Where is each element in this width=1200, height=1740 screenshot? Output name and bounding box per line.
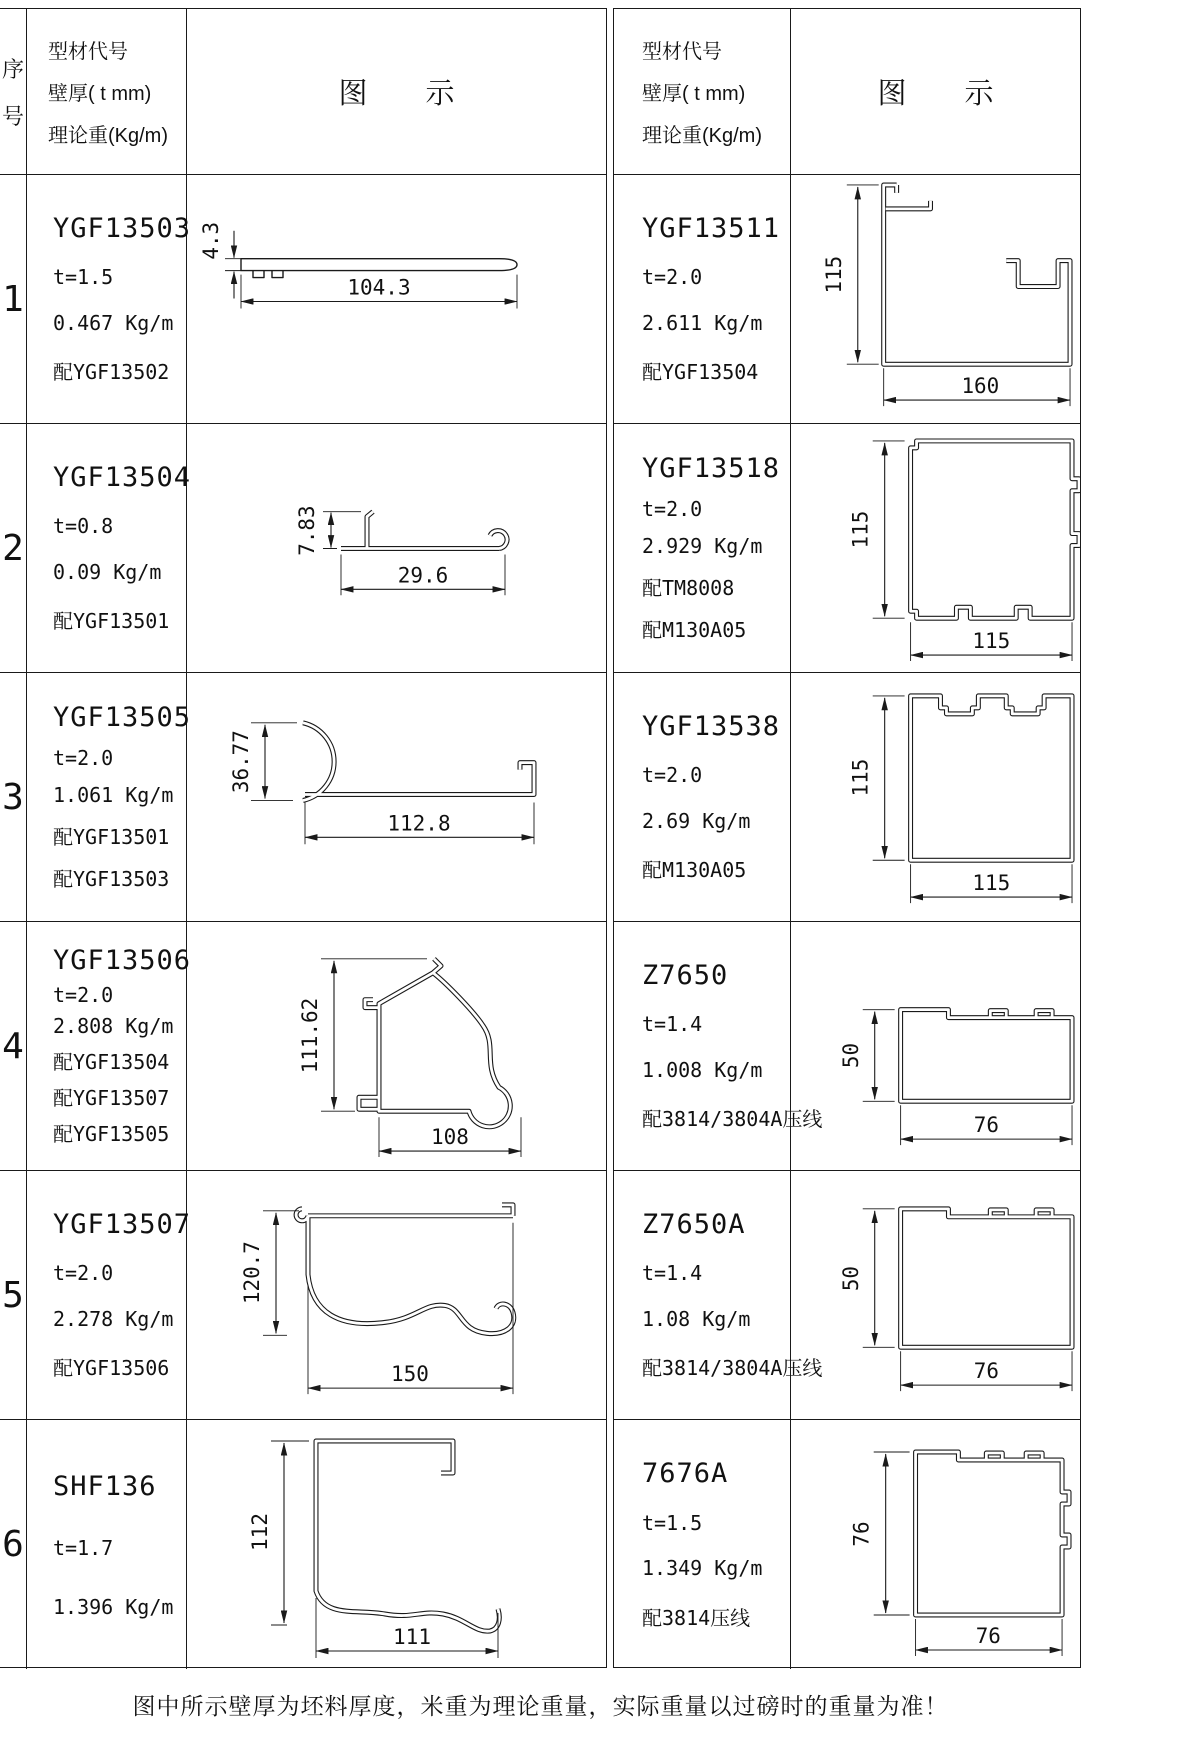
profile-code: YGF13503 xyxy=(53,212,192,244)
dim-width-text: 115 xyxy=(972,871,1011,896)
match-profile: 配YGF13507 xyxy=(53,1085,170,1110)
diagram-header: 图 示 xyxy=(877,78,994,110)
extension-lines xyxy=(873,441,1072,661)
profile-diagram xyxy=(791,175,1080,423)
dim-height-text: 7.83 xyxy=(294,505,320,556)
spec-header-line: 型材代号 xyxy=(48,41,128,63)
profile-code: SHF136 xyxy=(53,1470,157,1502)
weight-value: 1.08 Kg/m xyxy=(642,1306,751,1331)
row-number: 1 xyxy=(0,175,27,423)
footer-note: 图中所示壁厚为坯料厚度，米重为理论重量，实际重量以过磅时的重量为准！ xyxy=(132,1693,949,1719)
profile-drawing xyxy=(791,424,1080,672)
weight-value: 2.278 Kg/m xyxy=(53,1306,174,1331)
dim-width-text: 108 xyxy=(431,1125,469,1150)
profile-outline xyxy=(911,441,1079,618)
profile-diagram xyxy=(791,1420,1080,1669)
thickness-value: t=1.7 xyxy=(53,1536,114,1560)
profile-drawing xyxy=(187,673,606,921)
diagram-header: 图 示 xyxy=(338,78,455,110)
weight-value: 2.929 Kg/m xyxy=(642,534,763,559)
weight-value: 1.396 Kg/m xyxy=(53,1594,174,1619)
profile-diagram xyxy=(187,1420,606,1669)
extension-lines xyxy=(271,1441,498,1658)
spec-header-line: 理论重(Kg/m) xyxy=(48,125,168,147)
table-row xyxy=(0,922,606,1171)
dim-height-text: 50 xyxy=(838,1042,863,1069)
dim-width-text: 150 xyxy=(391,1362,429,1387)
spec-header xyxy=(614,9,791,174)
weight-value: 2.808 Kg/m xyxy=(53,1014,174,1039)
profile-drawing xyxy=(187,922,606,1170)
dim-height-text: 4.3 xyxy=(198,221,224,260)
match-profile: 配YGF13506 xyxy=(53,1356,170,1381)
profile-code: YGF13538 xyxy=(642,710,781,742)
profile-code: Z7650 xyxy=(642,959,729,991)
profile-diagram xyxy=(187,424,606,672)
profile-diagram xyxy=(791,1171,1080,1419)
profile-diagram xyxy=(187,922,606,1170)
profile-drawing xyxy=(791,175,1080,423)
profile-code: YGF13518 xyxy=(642,453,781,485)
weight-value: 0.467 Kg/m xyxy=(53,310,174,335)
profile-drawing xyxy=(187,424,606,672)
profile-diagram xyxy=(187,1171,606,1419)
extension-lines xyxy=(863,1209,1072,1391)
dim-width-text: 111 xyxy=(393,1625,431,1649)
match-profile: 配M130A05 xyxy=(642,858,747,883)
thickness-value: t=2.0 xyxy=(53,983,114,1008)
thickness-value: t=2.0 xyxy=(53,746,114,771)
profile-info xyxy=(27,1420,187,1669)
dim-width-text: 104.3 xyxy=(347,275,411,300)
profile-info xyxy=(27,424,192,672)
thickness-value: t=1.5 xyxy=(642,1510,703,1535)
profile-drawing xyxy=(187,1171,606,1419)
table-row xyxy=(614,1420,1080,1669)
row-number: 3 xyxy=(0,673,27,921)
match-profile: 配3814/3804A压线 xyxy=(642,1107,823,1132)
extension-lines xyxy=(863,1010,1072,1145)
profile-drawing xyxy=(187,175,606,423)
serial-header-char: 序 xyxy=(1,56,24,82)
weight-value: 1.008 Kg/m xyxy=(642,1057,763,1082)
row-number: 4 xyxy=(0,922,27,1170)
dim-height-text: 50 xyxy=(838,1265,863,1292)
profile-info xyxy=(614,673,791,921)
table-row xyxy=(0,424,606,673)
weight-value: 1.349 Kg/m xyxy=(642,1556,763,1581)
profile-code: Z7650A xyxy=(642,1208,746,1240)
profile-code: 7676A xyxy=(642,1457,729,1489)
match-profile: 配YGF13504 xyxy=(53,1049,170,1074)
match-profile: 配YGF13501 xyxy=(53,609,170,634)
profile-drawing xyxy=(791,673,1080,921)
profile-code: YGF13507 xyxy=(53,1208,192,1240)
dim-width-text: 112.8 xyxy=(387,811,451,836)
dim-width-text: 76 xyxy=(973,1113,999,1138)
profile-info xyxy=(614,424,791,672)
profile-info xyxy=(614,1171,823,1419)
table-row xyxy=(614,1171,1080,1420)
profile-outline xyxy=(316,1441,499,1631)
dim-height-text: 76 xyxy=(849,1521,874,1547)
table-header xyxy=(0,9,606,175)
profile-outline xyxy=(911,696,1072,860)
profile-table-right xyxy=(613,8,1081,1668)
profile-outline xyxy=(901,1010,1072,1102)
profile-info xyxy=(27,175,192,423)
match-profile: 配M130A05 xyxy=(642,617,747,642)
dim-height-text: 120.7 xyxy=(239,1241,265,1305)
row-number: 6 xyxy=(0,1420,27,1669)
match-profile: 配YGF13502 xyxy=(53,360,170,385)
table-row xyxy=(0,673,606,922)
match-profile: 配3814/3804A压线 xyxy=(642,1356,823,1381)
table-row xyxy=(0,175,606,424)
table-row xyxy=(614,673,1080,922)
extension-lines xyxy=(874,1452,1062,1656)
profile-outline xyxy=(901,1209,1072,1347)
profile-outline xyxy=(916,1452,1069,1615)
profile-outline xyxy=(884,185,1070,364)
dim-height-text: 115 xyxy=(848,758,873,797)
dim-width-text: 29.6 xyxy=(397,563,449,588)
dim-height-text: 36.77 xyxy=(228,730,254,794)
dim-height-text: 111.62 xyxy=(297,997,323,1074)
thickness-value: t=2.0 xyxy=(642,497,703,522)
profile-info xyxy=(614,922,823,1170)
profile-outline xyxy=(359,959,510,1127)
profile-drawing xyxy=(791,922,1080,1170)
profile-drawing xyxy=(791,1171,1080,1419)
profile-code: YGF13506 xyxy=(53,945,192,977)
dim-width-text: 76 xyxy=(973,1359,999,1384)
profile-diagram xyxy=(187,673,606,921)
table-row xyxy=(614,922,1080,1171)
profile-code: YGF13504 xyxy=(53,461,192,493)
row-number: 2 xyxy=(0,424,27,672)
profile-info xyxy=(27,1171,192,1419)
profile-info xyxy=(27,673,192,921)
thickness-value: t=2.0 xyxy=(642,265,703,290)
dim-width-text: 76 xyxy=(975,1623,1001,1649)
profile-outline xyxy=(303,723,534,801)
profile-diagram xyxy=(187,175,606,423)
table-row xyxy=(0,1420,606,1669)
thickness-value: t=2.0 xyxy=(53,1261,114,1286)
thickness-value: t=1.5 xyxy=(53,265,114,290)
thickness-value: t=1.4 xyxy=(642,1012,703,1037)
spec-header-line: 壁厚( t mm) xyxy=(48,83,152,105)
dim-height-text: 115 xyxy=(848,510,873,549)
serial-header xyxy=(0,9,27,174)
profile-code: YGF13505 xyxy=(53,702,192,734)
thickness-value: t=0.8 xyxy=(53,514,114,539)
profile-table-left xyxy=(0,8,607,1668)
table-row xyxy=(614,424,1080,673)
match-profile: 配YGF13504 xyxy=(642,360,759,385)
extension-lines xyxy=(847,185,1070,406)
profile-diagram xyxy=(791,922,1080,1170)
profile-hooks xyxy=(253,271,283,278)
dim-height-text: 115 xyxy=(821,255,846,294)
match-profile: 配YGF13505 xyxy=(53,1121,170,1146)
serial-header-char: 号 xyxy=(1,103,24,129)
spec-header xyxy=(27,9,187,174)
match-profile: 配YGF13501 xyxy=(53,824,170,849)
dim-width-text: 160 xyxy=(961,374,1000,399)
table-header xyxy=(614,9,1080,175)
profile-drawing xyxy=(791,1420,1080,1669)
spec-header-line: 型材代号 xyxy=(642,41,722,63)
table-row xyxy=(0,1171,606,1420)
profile-info xyxy=(614,175,791,423)
weight-value: 1.061 Kg/m xyxy=(53,783,174,808)
weight-value: 2.69 Kg/m xyxy=(642,808,751,833)
match-profile: 配TM8008 xyxy=(642,575,735,600)
spec-header-line: 壁厚( t mm) xyxy=(642,83,746,105)
profile-code: YGF13511 xyxy=(642,212,781,244)
weight-value: 2.611 Kg/m xyxy=(642,310,763,335)
match-profile: 配YGF13503 xyxy=(53,866,170,891)
profile-outline xyxy=(241,259,517,271)
profile-diagram xyxy=(791,673,1080,921)
thickness-value: t=2.0 xyxy=(642,763,703,788)
row-number: 5 xyxy=(0,1171,27,1419)
profile-drawing xyxy=(187,1420,606,1669)
profile-info xyxy=(27,922,192,1170)
dim-height-text: 112 xyxy=(248,1513,272,1551)
spec-header-line: 理论重(Kg/m) xyxy=(642,125,762,147)
match-profile: 配3814压线 xyxy=(642,1606,751,1631)
table-row xyxy=(614,175,1080,424)
weight-value: 0.09 Kg/m xyxy=(53,559,162,584)
profile-info xyxy=(614,1420,791,1669)
extension-lines xyxy=(263,1211,513,1394)
dim-width-text: 115 xyxy=(972,629,1011,654)
thickness-value: t=1.4 xyxy=(642,1261,703,1286)
profile-diagram xyxy=(791,424,1080,672)
